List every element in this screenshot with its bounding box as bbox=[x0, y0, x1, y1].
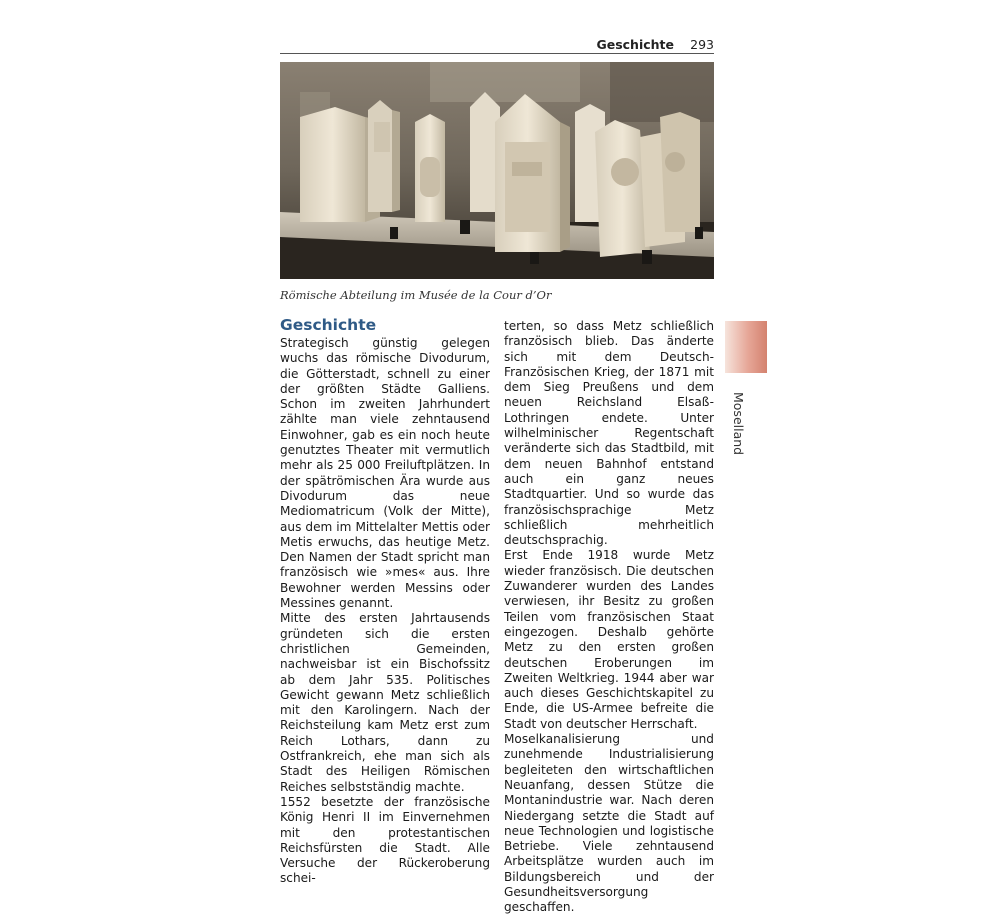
paragraph: Strategisch günstig gelegen wuchs das römische Divodurum, die Götterstadt, schnell zu einer der größten Städte Galliens. Schon im zweiten Jahrhundert zählte man viele zehntausend Einwohner, gab es ein noch heute genutztes Theater mit vermutlich mehr als 25 000 Freiluftplätzen. In der spätrömischen Ära wurde aus Divodurum das neue Mediomatricum (Volk der Mitte), aus dem im Mittelalter Mettis oder Metis erwuchs, das heutige Metz. Den Namen der Stadt spricht man französisch wie »mes« aus. Ihre Bewohner werden Messins oder Messines genannt. bbox=[280, 336, 490, 611]
paragraph: 1552 besetzte der französische König Henri II im Einvernehmen mit den protestantischen Reichsfürsten die Stadt. Alle Versuche der Rückeroberung schei- bbox=[280, 794, 490, 886]
chapter-tab-marker bbox=[725, 321, 767, 373]
paragraph: Erst Ende 1918 wurde Metz wieder französisch. Die deutschen Zuwanderer wurden des Landes verwiesen, ihr Besitz zu großen Teilen vom französischen Staat eingezogen. Deshalb gehörte Metz zu den ersten großen deutschen Eroberungen im Zweiten Weltkrieg. 1944 aber war auch dieses Geschichtskapitel zu Ende, die US-Armee befreite die Stadt von deutscher Herrschaft. bbox=[504, 548, 714, 731]
chapter-side-label: Moselland bbox=[731, 392, 746, 456]
article-column-right bbox=[504, 319, 714, 916]
page-number: 293 bbox=[690, 37, 714, 52]
photo-caption: Römische Abteilung im Musée de la Cour d’Or bbox=[280, 288, 552, 302]
section-heading: Geschichte bbox=[280, 316, 377, 334]
paragraph: Moselkanalisierung und zunehmende Industrialisierung begleiteten den wirtschaftlichen Neuanfang, dessen Stütze die Montanindustrie war. Nach deren Niedergang setzte die Stadt auf neue Technologien und logistische Betriebe. Viele zehntausend Arbeitsplätze wurden auch im Bildungsbereich und der Gesundheitsversorgung geschaffen. bbox=[504, 732, 714, 915]
paragraph: Mitte des ersten Jahrtausends gründeten sich die ersten christlichen Gemeinden, nachweisbar ist ein Bischofssitz ab dem Jahr 535. Politisches Gewicht gewann Metz schließlich mit den Karolingern. Nach der Reichsteilung kam Metz erst zum Reich Lothars, dann zu Ostfrankreich, ehe man sich als Stadt des Heiligen Römischen Reiches selbstständig machte. bbox=[280, 611, 490, 794]
museum-photo bbox=[280, 62, 714, 279]
running-header bbox=[280, 37, 714, 54]
paragraph: terten, so dass Metz schließlich französisch blieb. Das änderte sich mit dem Deutsch-Französischen Krieg, der 1871 mit dem Sieg Preußens und dem neuen Reichsland Elsaß-Lothringen endete. Unter wilhelminischer Regentschaft veränderte sich das Stadtbild, mit dem neuen Bahnhof entstand auch ein ganz neues Stadtquartier. Und so wurde das französischsprachige Metz schließlich mehrheitlich deutschsprachig. bbox=[504, 319, 714, 548]
header-section-title: Geschichte bbox=[596, 37, 674, 52]
article-column-left bbox=[280, 316, 490, 887]
